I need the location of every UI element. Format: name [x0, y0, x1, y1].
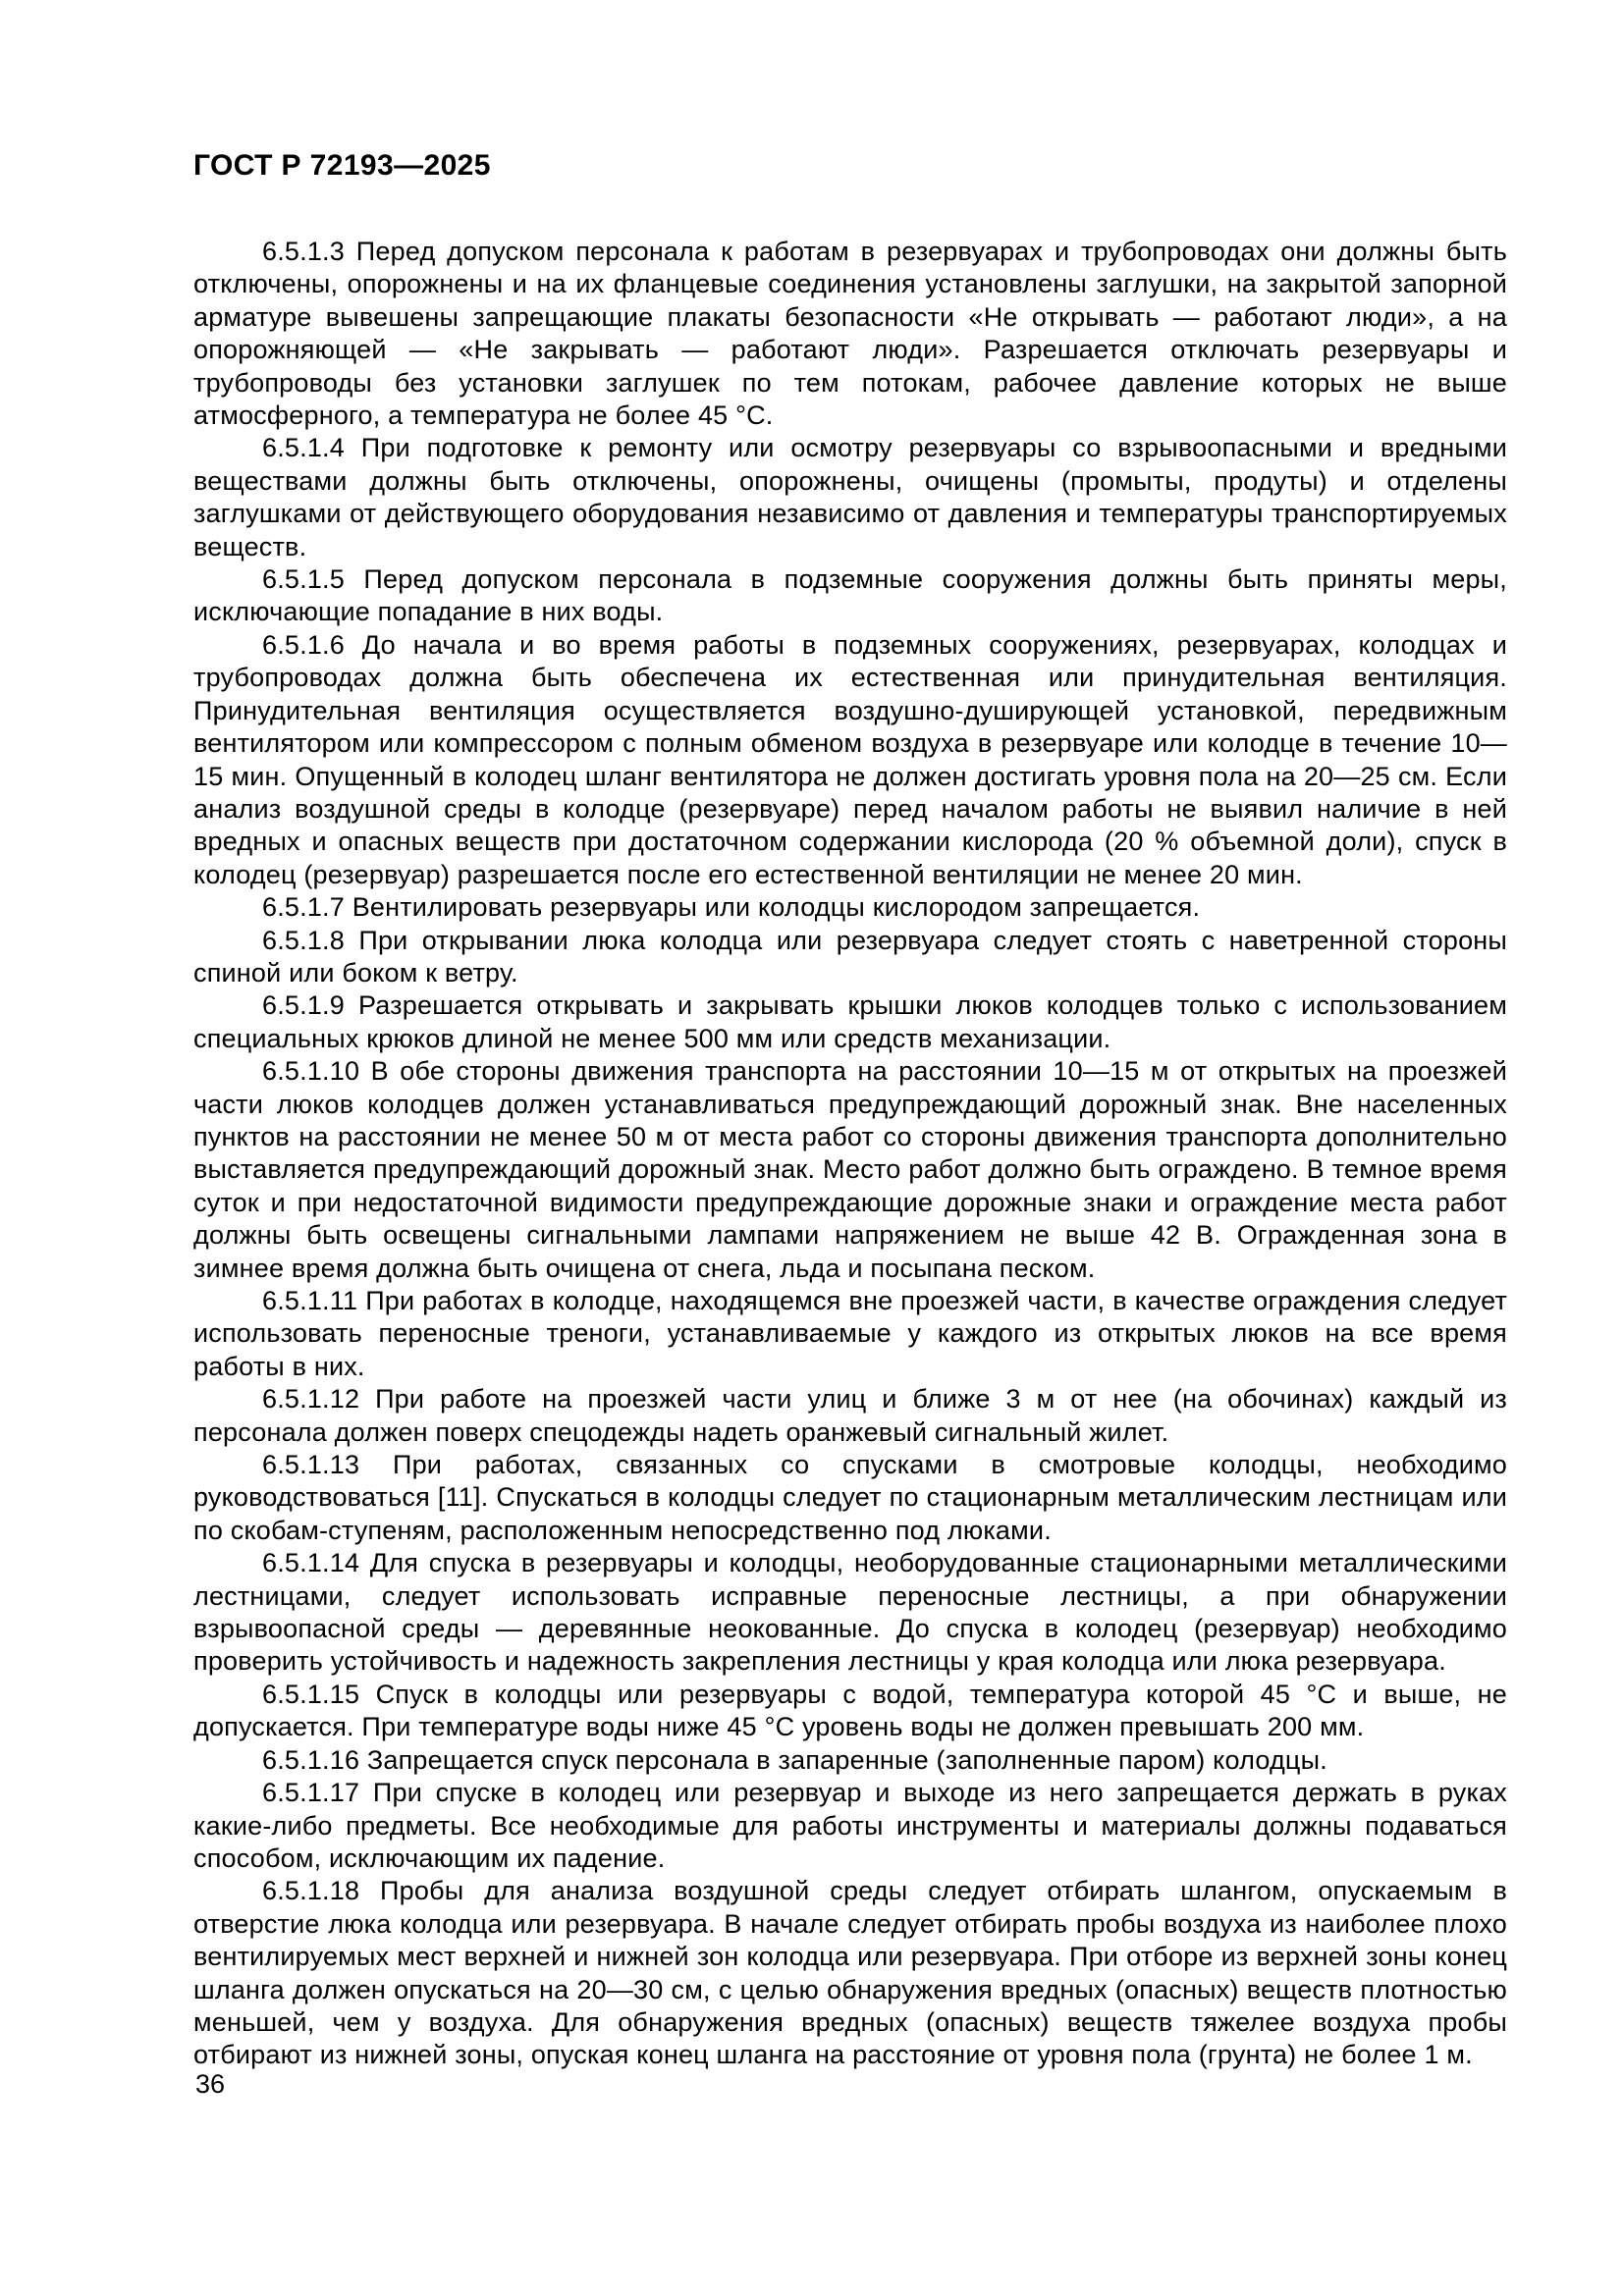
clause-number: 6.5.1.14 — [262, 1548, 360, 1578]
clause-text: При работе на проезжей части улиц и ближе 3 м от нее (на обочинах) каждый из персонала должен поверх спецодежды надеть оранжевый сигнальный жилет. — [193, 1384, 1507, 1447]
clause-text: При спуске в колодец или резервуар и выходе из него запрещается держать в руках какие-либо предметы. Все необходимые для работы инструменты и материалы должны подаваться способом, исключающим их падение. — [193, 1778, 1508, 1873]
clause-text: Запрещается спуск персонала в запаренные (заполненные паром) колодцы. — [366, 1744, 1327, 1775]
clause-6-5-1-18 — [193, 1875, 1507, 2071]
clause-text: Для спуска в резервуары и колодцы, необорудованные стационарными металлическими лестницами, следует использовать исправные переносные лестницы, а при обнаружении взрывоопасной среды — деревянные неокованные. До спуска в колодец (резервуар) необходимо проверить устойчивость и надежность закрепления лестницы у края колодца или люка резервуара. — [193, 1548, 1508, 1677]
clause-number: 6.5.1.11 — [262, 1286, 358, 1315]
clause-number: 6.5.1.16 — [262, 1744, 360, 1775]
clause-text: Вентилировать резервуары или колодцы кислородом запрещается. — [352, 892, 1201, 923]
clause-number: 6.5.1.10 — [262, 1056, 360, 1087]
clause-number: 6.5.1.8 — [262, 925, 345, 955]
clause-6-5-1-12 — [193, 1383, 1507, 1449]
clause-text: Перед допуском персонала к работам в резервуарах и трубопроводах они должны быть отключены, опорожнены и на их фланцевые соединения установлены заглушки, на закрытой запорной арматуре вывешены запрещающие плакаты безопасности «Не открывать — работают люди», а на опорожняющей — «Не закрывать — работают люди». Разрешается отключать резервуары и трубопроводы без установки заглушек по тем потокам, рабочее давление которых не выше атмосферного, а температура не более 45 °С. — [193, 237, 1507, 431]
clause-text: При открывании люка колодца или резервуара следует стоять с наветренной стороны спиной или боком к ветру. — [193, 925, 1508, 988]
clause-6-5-1-8 — [193, 925, 1507, 990]
clause-number: 6.5.1.12 — [262, 1384, 360, 1415]
clause-number: 6.5.1.6 — [262, 629, 345, 660]
clause-6-5-1-16 — [193, 1744, 1507, 1777]
clause-6-5-1-11 — [193, 1285, 1507, 1383]
clause-6-5-1-7 — [193, 891, 1507, 924]
clause-text: Спуск в колодцы или резервуары с водой, температура которой 45 °С и выше, не допускается. При температуре воды ниже 45 °С уровень воды не должен превышать 200 мм. — [193, 1679, 1507, 1742]
clause-number: 6.5.1.3 — [262, 237, 345, 266]
document-header: ГОСТ Р 72193—2025 — [193, 149, 491, 182]
clause-number: 6.5.1.9 — [262, 990, 345, 1021]
page-number: 36 — [195, 2069, 226, 2099]
clause-text: При подготовке к ремонту или осмотру резервуары со взрывоопасными и вредными веществами должны быть отключены, опорожнены, очищены (промыты, продуты) и отделены заглушками от действующего оборудования независимо от давления и температуры транспортируемых веществ. — [193, 433, 1507, 561]
clause-text: В обе стороны движения транспорта на расстоянии 10—15 м от открытых на проезжей части люков колодцев должен устанавливаться предупреждающий дорожный знак. Вне населенных пунктов на расстоянии не менее 50 м от места работ со стороны движения транспорта дополнительно выставляется предупреждающий дорожный знак. Место работ должно быть ограждено. В темное время суток и при недостаточной видимости предупреждающие дорожные знаки и ограждение места работ должны быть освещены сигнальными лампами напряжением не выше 42 В. Огражденная зона в зимнее время должна быть очищена от снега, льда и посыпана песком. — [193, 1056, 1507, 1283]
clause-text: При работах в колодце, находящемся вне проезжей части, в качестве ограждения следует использовать переносные треноги, устанавливаемые у каждого из открытых люков на все время работы в них. — [193, 1286, 1508, 1381]
clause-6-5-1-14 — [193, 1547, 1507, 1679]
clause-6-5-1-10 — [193, 1055, 1507, 1285]
clause-number: 6.5.1.4 — [262, 433, 345, 463]
clause-text: Пробы для анализа воздушной среды следует отбирать шлангом, опускаемым в отверстие люка колодца или резервуара. В начале следует отбирать пробы воздуха из наиболее плохо вентилируемых мест верхней и нижней зон колодца или резервуара. При отборе из верхней зоны конец шланга должен опускаться на 20—30 см, с целью обнаружения вредных (опасных) веществ плотностью меньшей, чем у воздуха. Для обнаружения вредных (опасных) веществ тяжелее воздуха пробы отбирают из нижней зоны, опуская конец шланга на расстояние от уровня пола (грунта) не более 1 м. — [193, 1876, 1508, 2070]
clause-6-5-1-3 — [193, 236, 1507, 432]
clause-text: Разрешается открывать и закрывать крышки люков колодцев только с использованием специальных крюков длиной не менее 500 мм или средств механизации. — [193, 990, 1508, 1053]
clause-number: 6.5.1.13 — [262, 1450, 360, 1480]
clause-text: До начала и во время работы в подземных сооружениях, резервуарах, колодцах и трубопроводах должна быть обеспечена их естественная или принудительная вентиляция. Принудительная вентиляция осуществляется воздушно-душирующей установкой, передвижным вентилятором или компрессором с полным обменом воздуха в резервуаре или колодце в течение 10—15 мин. Опущенный в колодец шланг вентилятора не должен достигать уровня пола на 20—25 см. Если анализ воздушной среды в колодце (резервуаре) перед началом работы не выявил наличие в ней вредных и опасных веществ при достаточном содержании кислорода (20 % объемной доли), спуск в колодец (резервуар) разрешается после его естественной вентиляции не менее 20 мин. — [193, 629, 1508, 889]
clause-number: 6.5.1.5 — [262, 564, 345, 595]
clause-6-5-1-9 — [193, 989, 1507, 1055]
clause-number: 6.5.1.15 — [262, 1679, 360, 1709]
clause-6-5-1-4 — [193, 432, 1507, 563]
clause-6-5-1-6 — [193, 629, 1507, 891]
clause-6-5-1-17 — [193, 1777, 1507, 1875]
clause-6-5-1-5 — [193, 563, 1507, 629]
clause-number: 6.5.1.7 — [262, 892, 345, 923]
document-body — [193, 236, 1507, 2072]
clause-text: Перед допуском персонала в подземные сооружения должны быть приняты меры, исключающие попадание в них воды. — [193, 564, 1507, 627]
clause-number: 6.5.1.18 — [262, 1876, 360, 1906]
clause-number: 6.5.1.17 — [262, 1778, 360, 1808]
clause-text: При работах, связанных со спусками в смотровые колодцы, необходимо руководствоваться [11]. Спускаться в колодцы следует по стационарным металлическим лестницам или по скобам-ступеням, расположенным непосредственно под люками. — [193, 1450, 1508, 1545]
clause-6-5-1-13 — [193, 1449, 1507, 1547]
clause-6-5-1-15 — [193, 1679, 1507, 1744]
